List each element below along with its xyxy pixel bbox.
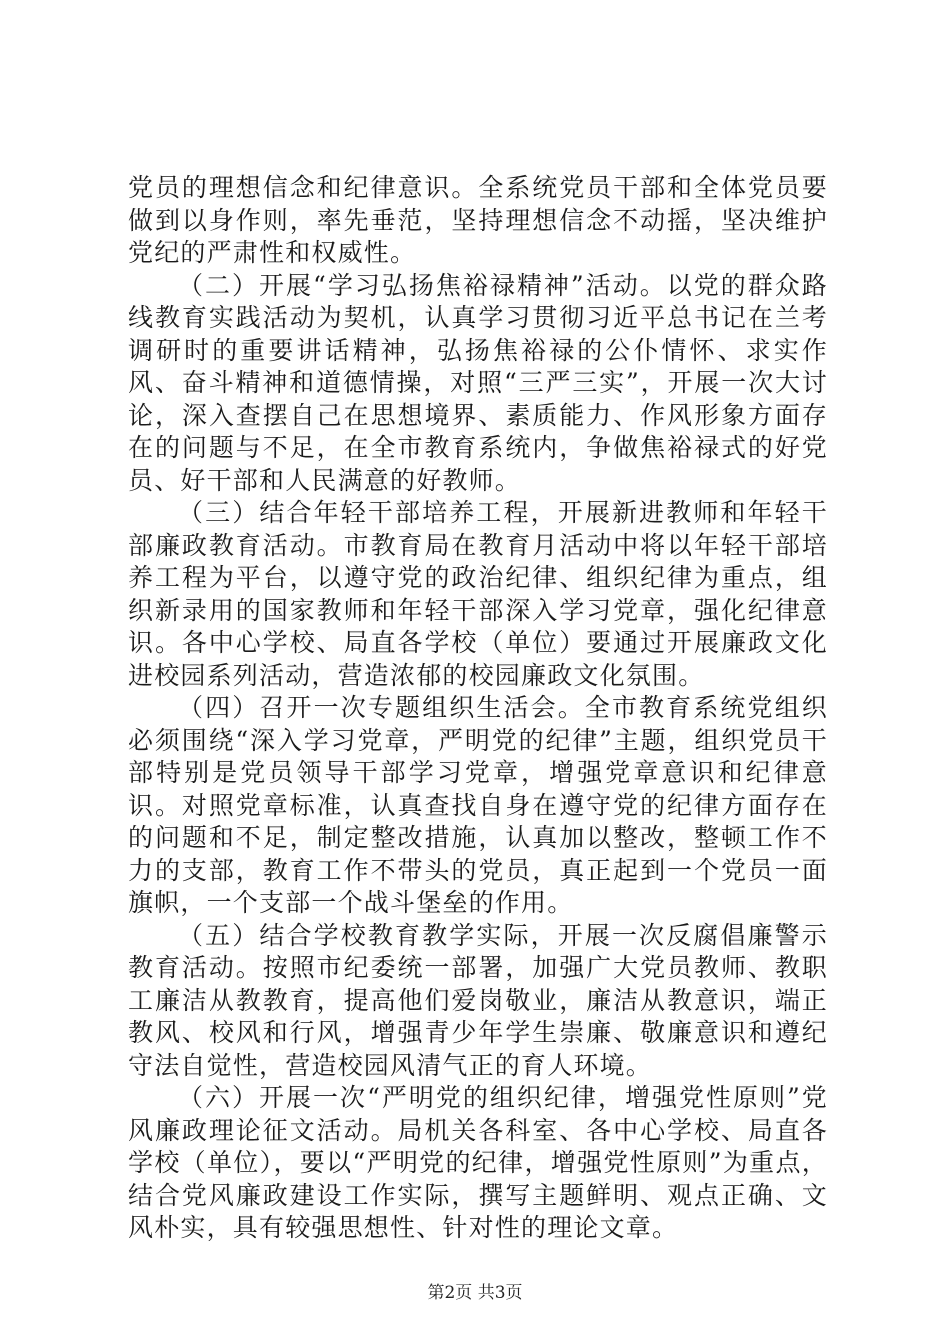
paragraph-item-4: （四）召开一次专题组织生活会。全市教育系统党组织必须围绕“深入学习党章，严明党的纪律”主题，组织党员干部特别是党员领导干部学习党章，增强党章意识和纪律意识。对照党章标准，认真查找自身在遵守党的纪律方面存在的问题和不足，制定整改措施，认真加以整改，整顿工作不力的支部，教育工作不带头的党员，真正起到一个党员一面旗帜，一个支部一个战斗堡垒的作用。: [128, 693, 828, 917]
body-text: [128, 172, 828, 1245]
paragraph-item-5: （五）结合学校教育教学实际，开展一次反腐倡廉警示教育活动。按照市纪委统一部署，加强广大党员教师、教职工廉洁从教教育，提高他们爱岗敬业，廉洁从教意识，端正教风、校风和行风，增强青少年学生崇廉、敬廉意识和遵纪守法自觉性，营造校园风清气正的育人环境。: [128, 920, 828, 1080]
paragraph-continuation: 党员的理想信念和纪律意识。全系统党员干部和全体党员要做到以身作则，率先垂范，坚持理想信念不动摇，坚决维护党纪的严肃性和权威性。: [128, 173, 828, 267]
paragraph-item-3: （三）结合年轻干部培养工程，开展新进教师和年轻干部廉政教育活动。市教育局在教育月活动中将以年轻干部培养工程为平台，以遵守党的政治纪律、组织纪律为重点，组织新录用的国家教师和年轻干部深入学习党章，强化纪律意识。各中心学校、局直各学校（单位）要通过开展廉政文化进校园系列活动，营造浓郁的校园廉政文化氛围。: [128, 498, 828, 690]
paragraph-item-2: （二）开展“学习弘扬焦裕禄精神”活动。以党的群众路线教育实践活动为契机，认真学习贯彻习近平总书记在兰考调研时的重要讲话精神，弘扬焦裕禄的公仆情怀、求实作风、奋斗精神和道德情操，对照“三严三实”，开展一次大讨论，深入查摆自己在思想境界、素质能力、作风形象方面存在的问题与不足，在全市教育系统内，争做焦裕禄式的好党员、好干部和人民满意的好教师。: [128, 270, 828, 495]
page-footer: 第2页 共3页: [427, 1283, 523, 1303]
paragraph-item-6: （六）开展一次“严明党的组织纪律，增强党性原则”党风廉政理论征文活动。局机关各科室、各中心学校、局直各学校（单位），要以“严明党的纪律，增强党性原则”为重点，结合党风廉政建设工作实际，撰写主题鲜明、观点正确、文风朴实，具有较强思想性、针对性的理论文章。: [128, 1083, 828, 1242]
